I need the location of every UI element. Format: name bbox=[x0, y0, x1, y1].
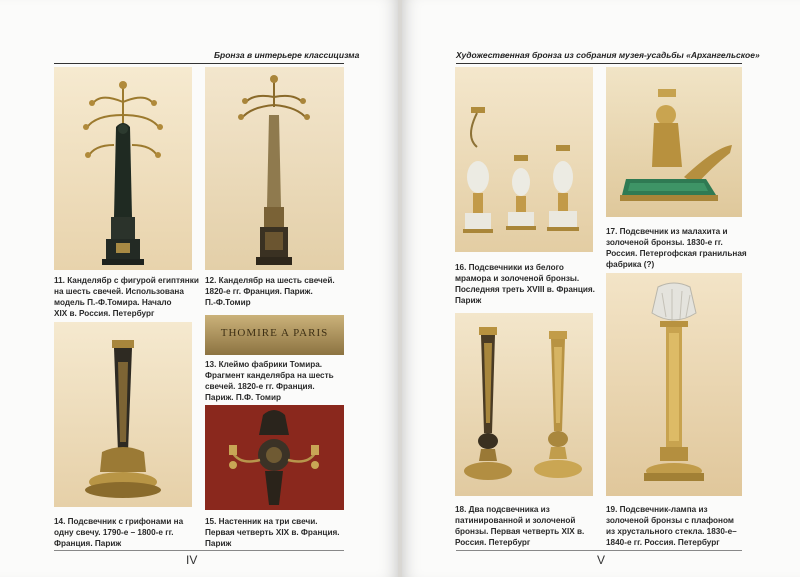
caption-11: 11. Канделябр с фигурой египтянки на шесть свечей. Использована модель П.-Ф.Томира. Начало XIX в. Россия. Петербург bbox=[54, 276, 199, 318]
photo-19-candlestick-lamp bbox=[606, 273, 742, 496]
photo-18-two-candlesticks bbox=[455, 313, 593, 496]
photo-15-wall-sconce bbox=[205, 405, 344, 510]
right-running-head: Художественная бронза из собрания музея-усадьбы «Архангельское» bbox=[456, 50, 760, 60]
caption-12: 12. Канделябр на шесть свечей. 1820-е гг. Франция. Париж. П.-Ф.Томир bbox=[205, 276, 335, 307]
thomire-mark-text: THOMIRE A PARIS bbox=[220, 327, 329, 339]
photo-12-candelabrum-six-candles bbox=[205, 67, 344, 270]
left-head-rule bbox=[54, 63, 344, 64]
right-foot-rule bbox=[456, 550, 742, 551]
photo-13-thomire-mark bbox=[205, 315, 344, 355]
photo-14-griffin-candlestick bbox=[54, 322, 192, 507]
left-foot-rule bbox=[54, 550, 344, 551]
photo-17-malachite-candlestick bbox=[606, 67, 742, 217]
caption-18: 18. Два подсвечника из патинированной и золоченой бронзы. Первая четверть XIX в. Россия. Петербург bbox=[455, 505, 585, 547]
caption-14: 14. Подсвечник с грифонами на одну свечу. 1790-е – 1800-е гг. Франция. Париж bbox=[54, 517, 184, 548]
left-running-head: Бронза в интерьере классицизма bbox=[214, 50, 360, 60]
right-folio: V bbox=[597, 553, 606, 567]
caption-15: 15. Настенник на три свечи. Первая четверть XIX в. Франция. Париж bbox=[205, 517, 340, 548]
right-head-rule bbox=[456, 63, 742, 64]
photo-16-marble-candlesticks bbox=[455, 67, 593, 252]
caption-16: 16. Подсвечники из белого мрамора и золоченой бронзы. Последняя треть XVIII в. Франция. Париж bbox=[455, 263, 595, 305]
caption-17: 17. Подсвечник из малахита и золоченой бронзы. 1830-е гг. Россия. Петергофская гранильная фабрика (?) bbox=[606, 227, 747, 269]
caption-13: 13. Клеймо фабрики Томира. Фрагмент канделябра на шесть свечей. 1820-е гг. Франция. Париж. П.Ф. Томир bbox=[205, 360, 334, 402]
photo-11-candelabrum-egyptian bbox=[54, 67, 192, 270]
left-folio: IV bbox=[186, 553, 198, 567]
caption-19: 19. Подсвечник-лампа из золоченой бронзы с плафоном из хрустального стекла. 1830-е– 1840-е гг. Россия. Петербург bbox=[606, 505, 737, 547]
